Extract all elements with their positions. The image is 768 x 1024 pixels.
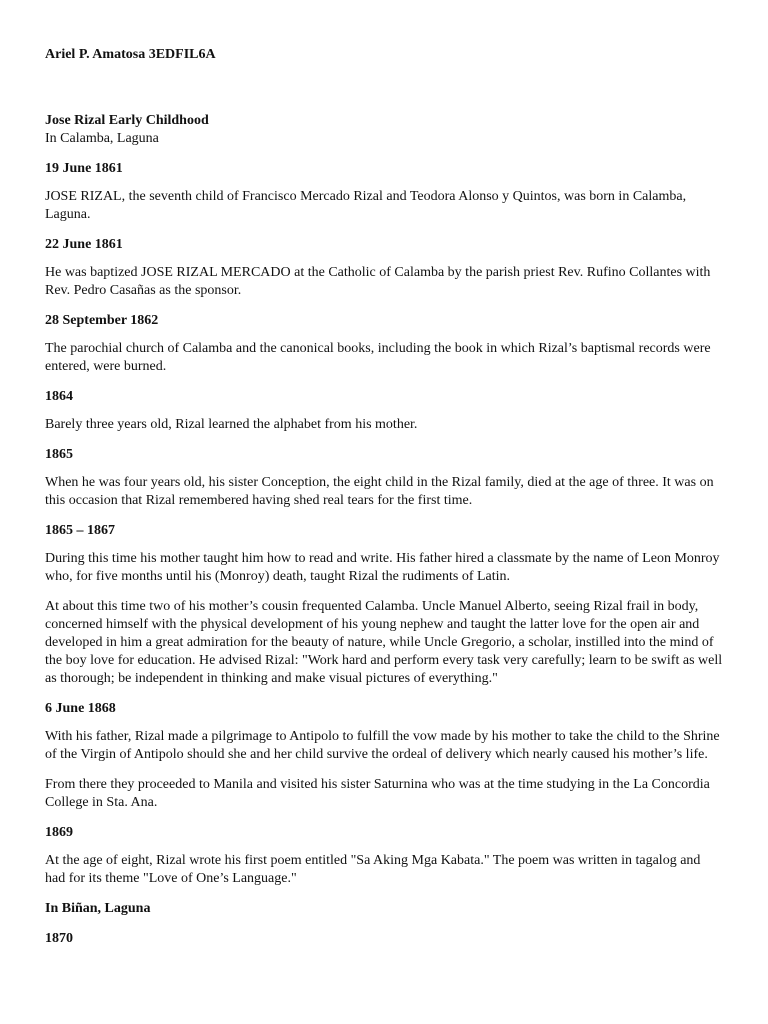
timeline-entry — [45, 312, 724, 376]
timeline-entry — [45, 160, 724, 224]
document-subtitle: In Calamba, Laguna — [45, 131, 159, 146]
timeline-entry — [45, 236, 724, 300]
entry-paragraph: JOSE RIZAL, the seventh child of Francisco Mercado Rizal and Teodora Alonso y Quintos, was born in Calamba, Laguna. — [45, 189, 687, 222]
entry-paragraph: From there they proceeded to Manila and visited his sister Saturnina who was at the time studying in the La Concordia College in Sta. Ana. — [45, 777, 710, 810]
entry-date: 19 June 1861 — [45, 161, 123, 176]
entry-paragraph: When he was four years old, his sister Conception, the eight child in the Rizal family, died at the age of three. It was on this occasion that Rizal remembered having shed real tears for the first time. — [45, 475, 714, 508]
entry-date: 1870 — [45, 931, 73, 946]
entry-date: 22 June 1861 — [45, 237, 123, 252]
timeline-entry — [45, 446, 724, 510]
section-heading: In Biñan, Laguna — [45, 901, 151, 916]
entry-paragraph: With his father, Rizal made a pilgrimage to Antipolo to fulfill the vow made by his mother to take the child to the Shrine of the Virgin of Antipolo should she and her child survive the ordeal of delivery which nearly caused his mother’s life. — [45, 729, 720, 762]
entry-paragraph: The parochial church of Calamba and the canonical books, including the book in which Rizal’s baptismal records were entered, were burned. — [45, 341, 711, 374]
entry-date: 6 June 1868 — [45, 701, 116, 716]
entry-paragraph: He was baptized JOSE RIZAL MERCADO at the Catholic of Calamba by the parish priest Rev. Rufino Collantes with Rev. Pedro Casañas as the sponsor. — [45, 265, 711, 298]
document-title: Jose Rizal Early Childhood — [45, 113, 209, 128]
entry-paragraph: During this time his mother taught him how to read and write. His father hired a classmate by the name of Leon Monroy who, for five months until his (Monroy) death, taught Rizal the rudiments of Latin. — [45, 551, 720, 584]
timeline-entry — [45, 824, 724, 888]
entry-date: 1865 — [45, 447, 73, 462]
timeline-entry — [45, 388, 724, 434]
entry-paragraph: At the age of eight, Rizal wrote his first poem entitled "Sa Aking Mga Kabata." The poem was written in tagalog and had for its theme "Love of One’s Language." — [45, 853, 701, 886]
entry-paragraph: Barely three years old, Rizal learned the alphabet from his mother. — [45, 417, 418, 432]
entry-paragraph: At about this time two of his mother’s cousin frequented Calamba. Uncle Manuel Alberto, seeing Rizal frail in body, concerned himself with the physical development of his young nephew and taught the latter love for the open air and developed in him a great admiration for the beauty of nature, while Uncle Gregorio, a scholar, instilled into the mind of the boy love for education. He advised Rizal: "Work hard and perform every task very carefully; learn to be swift as well as thorough; be independent in thinking and make visual pictures of everything." — [45, 599, 723, 686]
entry-date: 1864 — [45, 389, 73, 404]
entry-date: 1865 – 1867 — [45, 523, 115, 538]
timeline-entry — [45, 700, 724, 812]
author-line: Ariel P. Amatosa 3EDFIL6A — [45, 47, 216, 62]
entry-date: 28 September 1862 — [45, 313, 159, 328]
entry-date: 1869 — [45, 825, 73, 840]
timeline-entry — [45, 522, 724, 688]
